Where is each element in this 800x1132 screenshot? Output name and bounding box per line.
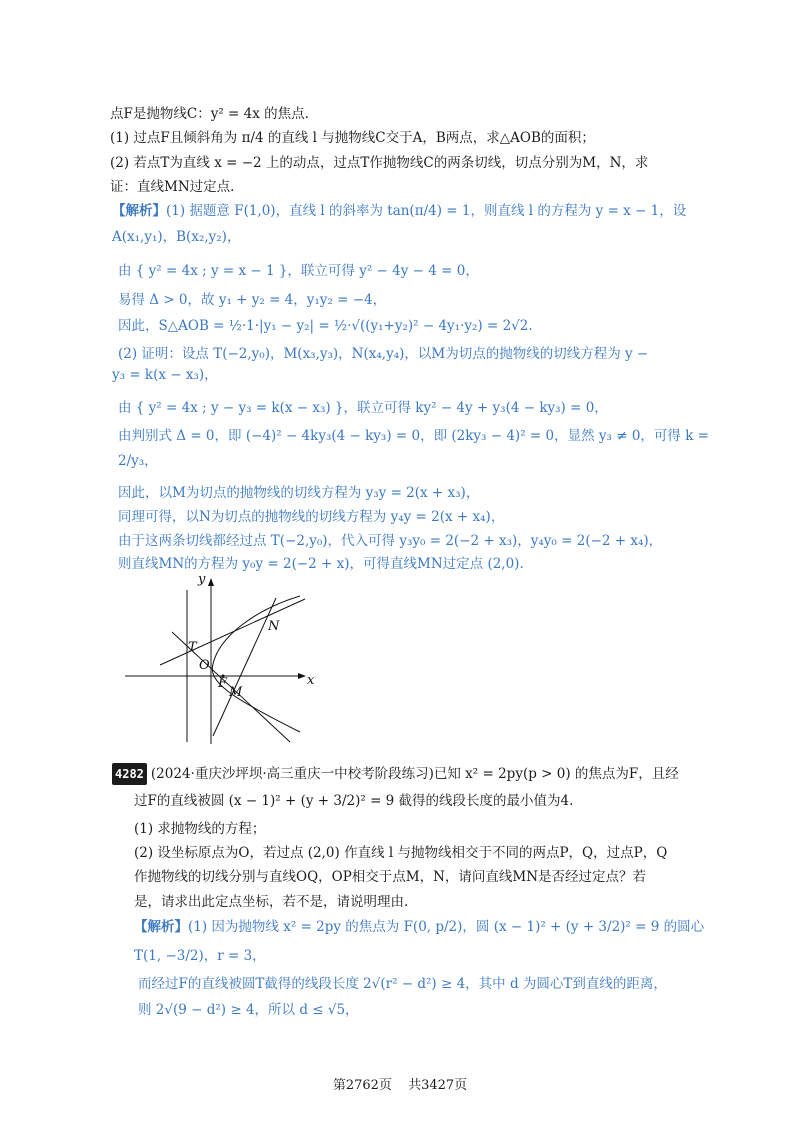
solution1-line-4: 易得 Δ > 0，故 y₁ + y₂ = 4，y₁y₂ = −4， xyxy=(118,292,387,308)
solution1-line-13: 由于这两条切线都经过点 T(−2,y₀)，代入可得 y₃y₀ = 2(−2 + x₃)，y₄y₀ = 2(−2 + x₄)， xyxy=(118,533,663,549)
problem1-line-3: (2) 若点T为直线 x = −2 上的动点，过点T作抛物线C的两条切线，切点分别为M，N，求 xyxy=(110,155,649,171)
x-axis-arrow xyxy=(298,673,306,679)
label-m: M xyxy=(229,685,243,700)
problem2-line-5: 作抛物线的切线分别与直线OQ，OP相交于点M，N，请问直线MN是否经过定点？若 xyxy=(134,869,647,885)
solution1-line-7: y₃ = k(x − x₃)， xyxy=(112,367,218,383)
solution2-line-2: T(1, −3/2)，r = 3， xyxy=(134,948,266,964)
label-t: T xyxy=(188,640,197,655)
solution1-line-6: (2) 证明：设点 T(−2,y₀)，M(x₃,y₃)，N(x₄,y₄)，以M为切点的抛物线的切线方程为 y − xyxy=(118,346,649,362)
solution2-line-4: 则 2√(9 − d²) ≥ 4，所以 d ≤ √5， xyxy=(138,1002,359,1018)
problem2-line-6: 是，请求出此定点坐标，若不是，请说明理由. xyxy=(134,894,409,910)
page-number: 第2762页 xyxy=(332,1078,392,1093)
tangent-lines-figure xyxy=(110,572,320,750)
problem1-line-1: 点F是抛物线C：y² = 4x 的焦点. xyxy=(110,106,309,122)
page-footer xyxy=(0,1074,800,1093)
solution1-line-8: 由 { y² = 4x ; y − y₃ = k(x − x₃) }，联立可得 ky² − 4y + y₃(4 − ky₃) = 0， xyxy=(118,400,608,416)
line-mn xyxy=(213,598,276,736)
page-total: 共3427页 xyxy=(408,1078,468,1093)
problem2-line-4: (2) 设坐标原点为O，若过点 (2,0) 作直线 l 与抛物线相交于不同的两点P，Q，过点P，Q xyxy=(134,845,668,861)
problem2-line-1: 4282 (2024·重庆沙坪坝·高三重庆一中校考阶段练习)已知 x² = 2py(p > 0) 的焦点为F，且经 xyxy=(112,763,679,785)
label-n: N xyxy=(268,619,280,634)
solution1-line-1: 【解析】(1) 据题意 F(1,0)，直线 l 的斜率为 tan(π/4) = 1，则直线 l 的方程为 y = x − 1，设 xyxy=(112,203,687,219)
problem2-line-3: (1) 求抛物线的方程； xyxy=(134,821,266,837)
solution1-line-9: 由判别式 Δ = 0，即 (−4)² − 4ky₃(4 − ky₃) = 0，即 (2ky₃ − 4)² = 0，显然 y₃ ≠ 0，可得 k = xyxy=(118,428,709,444)
solution1-line-5: 因此，S△AOB = ½·1·|y₁ − y₂| = ½·√((y₁+y₂)² − 4y₁·y₂) = 2√2. xyxy=(118,318,533,334)
parabola-curve xyxy=(212,596,300,732)
solution1-line-12: 同理可得，以N为切点的抛物线的切线方程为 y₄y = 2(x + x₄)， xyxy=(118,509,505,525)
label-x: x xyxy=(307,673,315,688)
y-axis-arrow xyxy=(208,578,214,586)
solution1-line-10: 2/y₃， xyxy=(118,453,158,469)
problem1-line-4: 证：直线MN过定点. xyxy=(110,179,235,195)
solution1-line-14: 则直线MN的方程为 y₀y = 2(−2 + x)，可得直线MN过定点 (2,0). xyxy=(118,556,524,572)
solution2-line-3: 而经过F的直线被圆T截得的线段长度 2√(r² − d²) ≥ 4，其中 d 为圆心T到直线的距离， xyxy=(138,976,667,992)
solution2-line-1: 【解析】(1) 因为抛物线 x² = 2py 的焦点为 F(0, p/2)，圆 (x − 1)² + (y + 3/2)² = 9 的圆心 xyxy=(134,919,705,935)
solution-tag: 【解析】 xyxy=(112,203,166,219)
problem2-line-2: 过F的直线被圆 (x − 1)² + (y + 3/2)² = 9 截得的线段长度的最小值为4. xyxy=(134,793,574,809)
tangent-line-tn xyxy=(160,599,305,665)
solution1-line-2: A(x₁,y₁)，B(x₂,y₂)， xyxy=(112,229,241,245)
problem1-line-2: (1) 过点F且倾斜角为 π/4 的直线 l 与抛物线C交于A，B两点，求△AOB的面积； xyxy=(110,130,595,146)
label-o: O xyxy=(199,658,210,673)
solution1-line-3: 由 { y² = 4x ; y = x − 1 }，联立可得 y² − 4y − 4 = 0， xyxy=(118,263,479,279)
label-y: y xyxy=(198,572,206,587)
solution1-line-11: 因此，以M为切点的抛物线的切线方程为 y₃y = 2(x + x₃)， xyxy=(118,485,480,501)
solution-tag: 【解析】 xyxy=(134,919,188,935)
problem-number-badge: 4282 xyxy=(112,763,147,785)
label-f: F xyxy=(218,676,228,691)
